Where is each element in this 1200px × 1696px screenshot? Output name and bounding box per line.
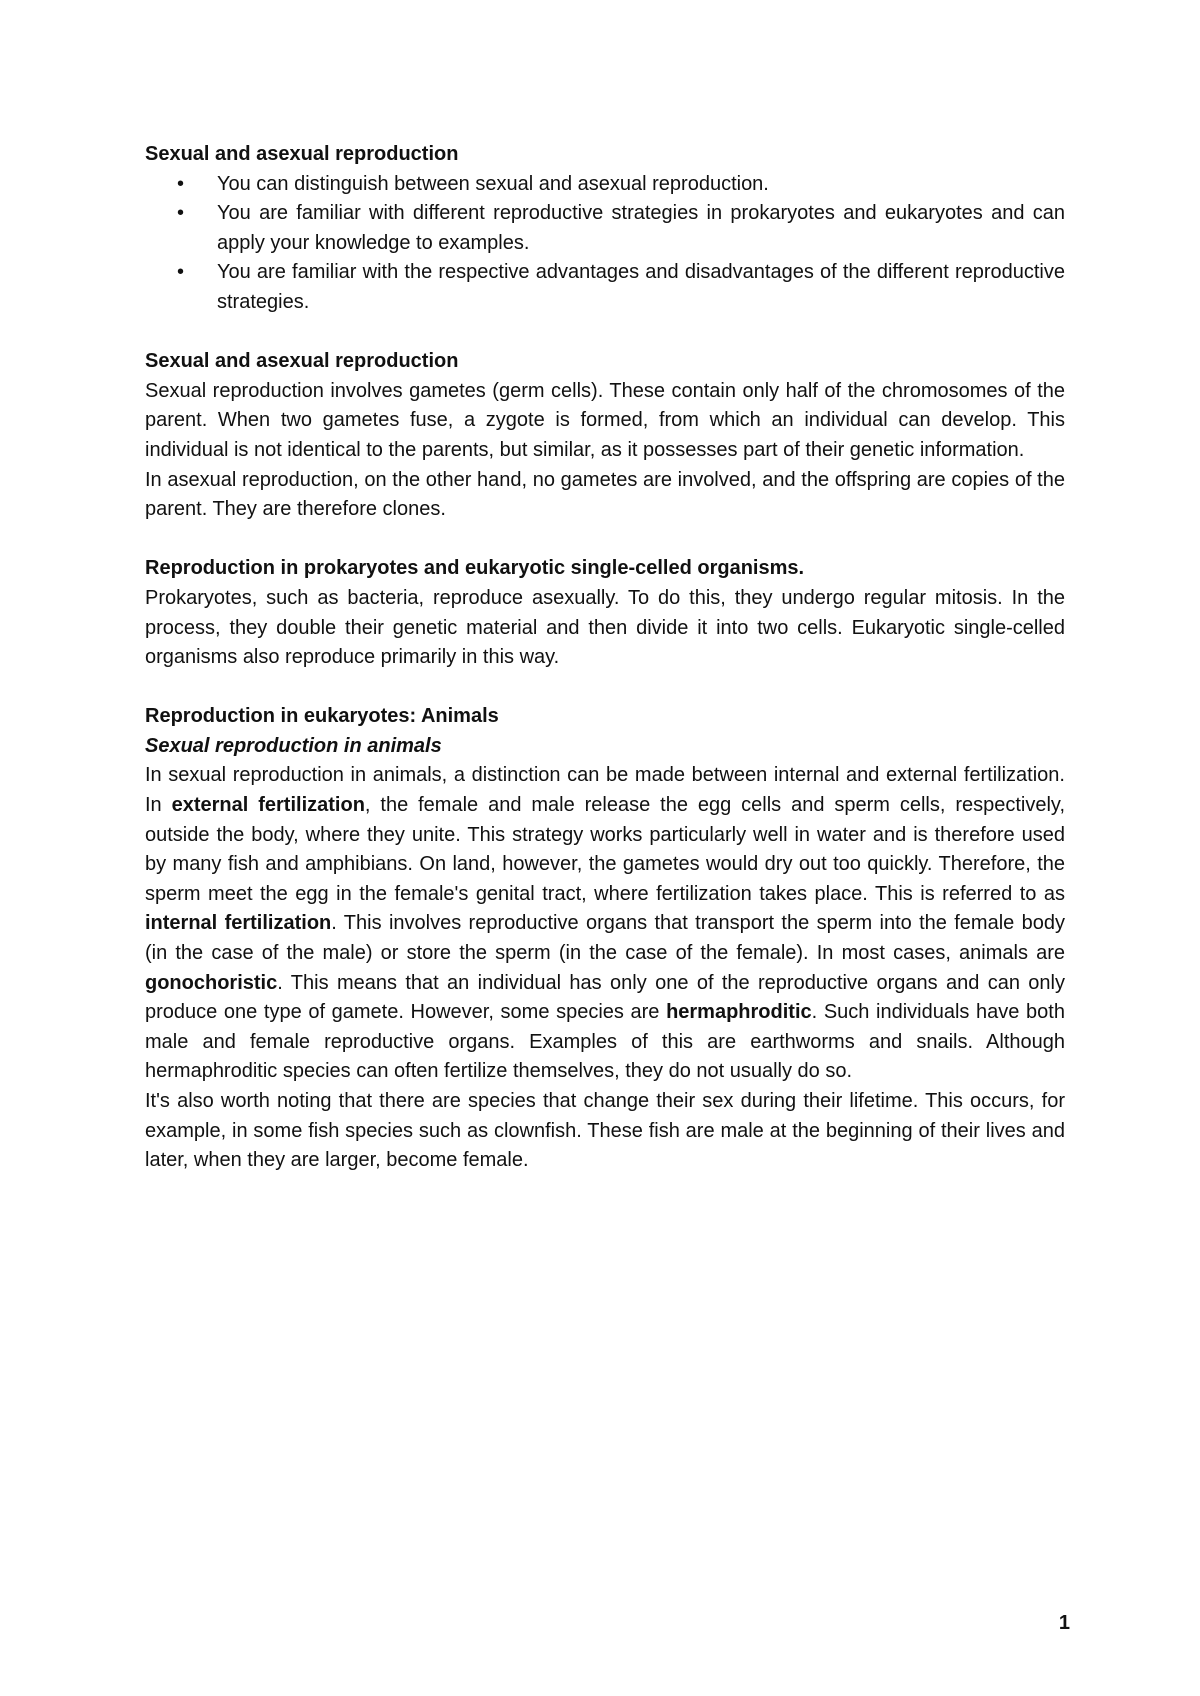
text-run: . This involves reproductive organs that transport the sperm into the female body (in the case of the male) or store the sperm (in the case of the female). In most cases, animals are <box>145 912 1065 965</box>
term-external-fertilization: external fertilization <box>171 794 365 817</box>
document-page <box>145 140 1065 1176</box>
bullet-icon: • <box>177 202 185 225</box>
objective-text: You are familiar with different reproductive strategies in prokaryotes and eukaryotes and can apply your knowledge to examples. <box>217 202 1065 254</box>
page-number: 1 <box>1058 1612 1070 1634</box>
paragraph-asexual-reproduction: In asexual reproduction, on the other hand, no gametes are involved, and the offspring are copies of the parent. They are therefore clones. <box>145 468 1065 521</box>
section-heading-animals: Reproduction in eukaryotes: Animals <box>145 705 499 728</box>
text-run: . This means that an individual has only one of the reproductive organs and can only produce one type of gamete. However, some species are <box>145 971 1065 1024</box>
section-heading-objectives: Sexual and asexual reproduction <box>145 143 459 165</box>
text-run: In sexual reproduction in animals, a distinction can be made between internal and external fertilization. In <box>145 764 1065 817</box>
objective-item <box>145 199 1065 258</box>
text-run: , the female and male release the egg cells and sperm cells, respectively, outside the body, where they unite. This strategy works particularly well in water and is therefore used by many fish and amphibians. On land, however, the gametes would dry out too quickly. Therefore, the sperm meet the egg in the female's genital tract, where fertilization takes place. This is referred to as <box>145 794 1066 905</box>
term-hermaphroditic: hermaphroditic <box>666 1001 812 1024</box>
term-gonochoristic: gonochoristic <box>145 971 278 994</box>
text-run: . Such individuals have both male and female reproductive organs. Examples of this are earthworms and snails. Although hermaphroditic species can often fertilize themselves, they do not usually do so. <box>145 1001 1065 1083</box>
section-heading-prokaryotes: Reproduction in prokaryotes and eukaryotic single-celled organisms. <box>145 557 805 580</box>
learning-objectives-list <box>145 170 1065 318</box>
objective-item <box>145 170 1065 200</box>
spacer <box>145 673 1065 703</box>
paragraph-sex-change: It's also worth noting that there are species that change their sex during their lifetime. This occurs, for example, in some fish species such as clownfish. These fish are male at the beginning of their lives and later, when they are larger, become female. <box>145 1090 1065 1172</box>
term-internal-fertilization: internal fertilization <box>145 912 332 935</box>
subheading-sexual-reproduction-animals: Sexual reproduction in animals <box>145 734 442 757</box>
bullet-icon: • <box>177 172 185 195</box>
spacer <box>145 525 1065 555</box>
paragraph-sexual-reproduction: Sexual reproduction involves gametes (germ cells). These contain only half of the chromosomes of the parent. When two gametes fuse, a zygote is formed, from which an individual can develop. This individual is not identical to the parents, but similar, as it possesses part of their genetic information. <box>145 379 1065 461</box>
spacer <box>145 318 1065 348</box>
objective-item <box>145 258 1065 317</box>
paragraph-fertilization <box>145 761 1065 1087</box>
objective-text: You are familiar with the respective advantages and disadvantages of the different reproductive strategies. <box>217 261 1065 313</box>
bullet-icon: • <box>177 261 185 284</box>
section-heading-sexual-asexual: Sexual and asexual reproduction <box>145 350 459 373</box>
paragraph-prokaryotes: Prokaryotes, such as bacteria, reproduce asexually. To do this, they undergo regular mitosis. In the process, they double their genetic material and then divide it into two cells. Eukaryotic single-celled organisms also reproduce primarily in this way. <box>145 586 1065 669</box>
objective-text: You can distinguish between sexual and asexual reproduction. <box>217 172 769 195</box>
